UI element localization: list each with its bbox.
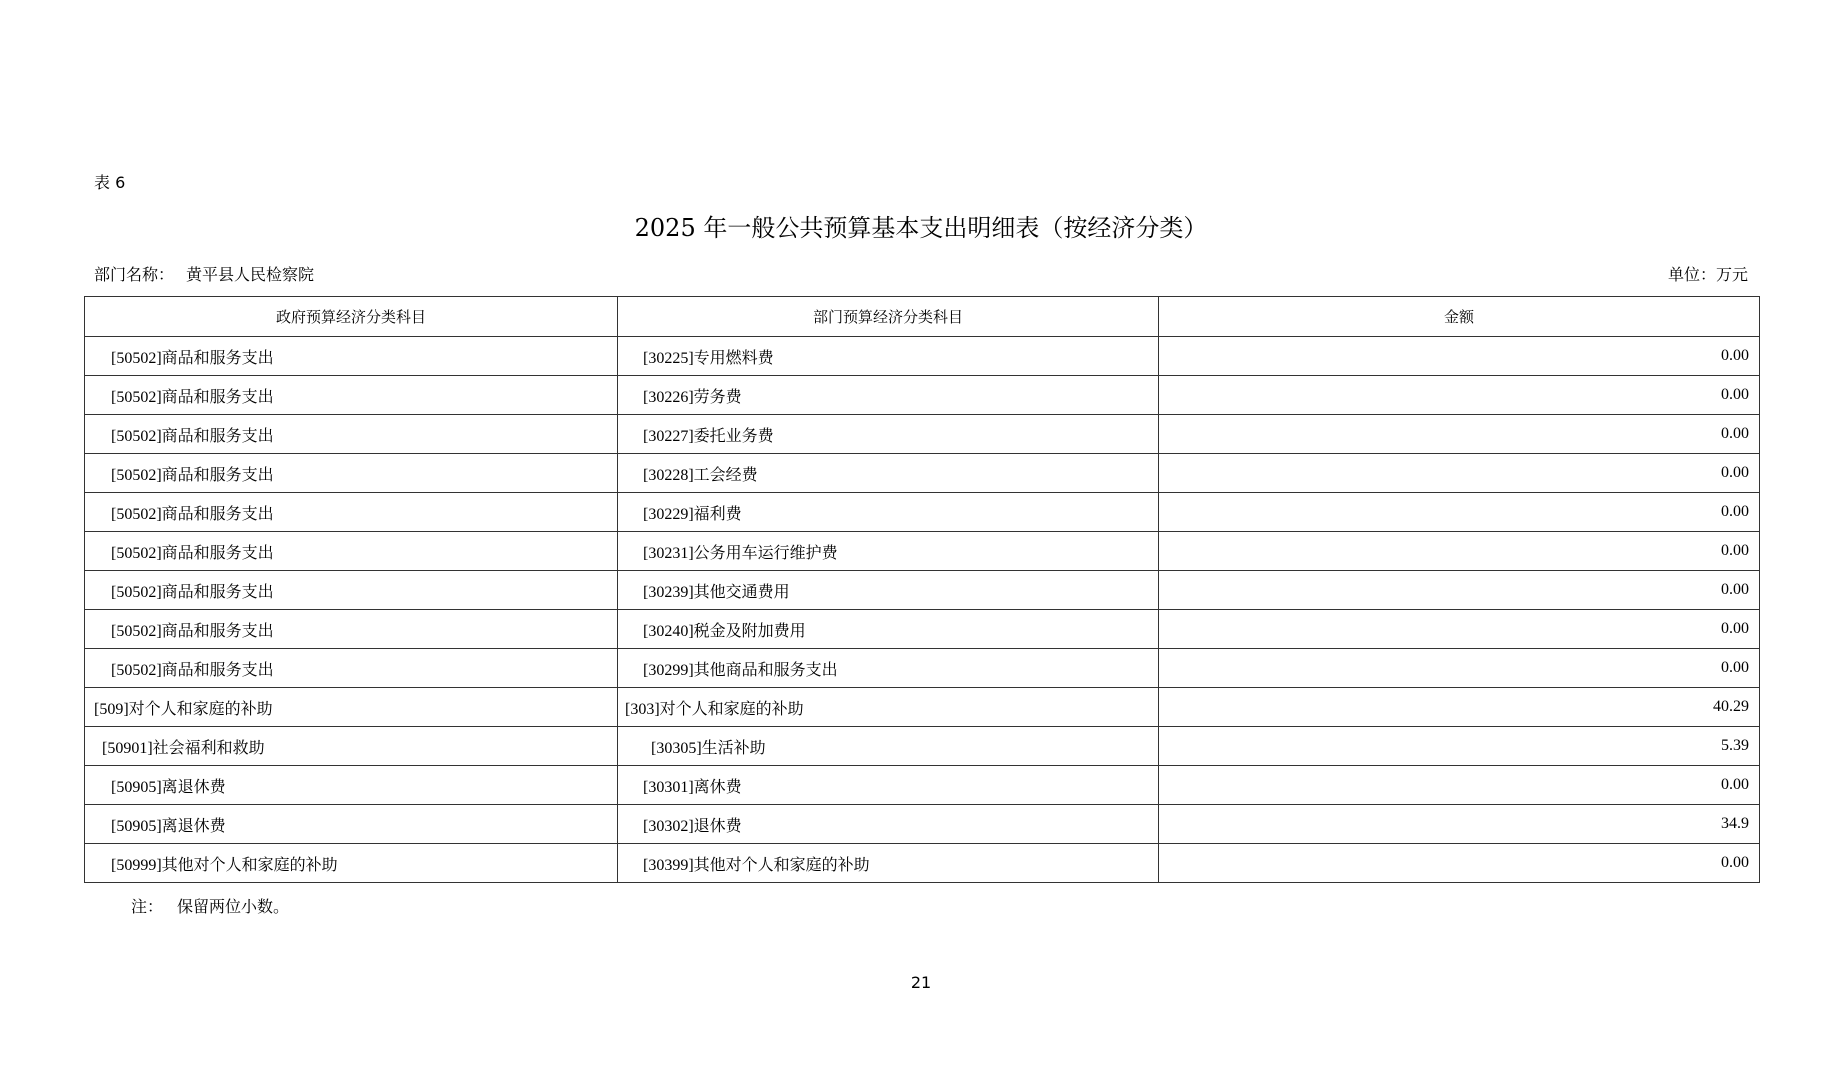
note-text: 保留两位小数。 (177, 899, 290, 916)
dept-category-cell: [30301]离休费 (618, 766, 1159, 805)
gov-category-cell: [509]对个人和家庭的补助 (85, 688, 618, 727)
document-title: 2025 年一般公共预算基本支出明细表（按经济分类） (634, 214, 1208, 242)
gov-category-cell: [50999]其他对个人和家庭的补助 (85, 844, 618, 883)
table-row (85, 727, 1760, 766)
page-number: 21 (910, 973, 932, 992)
dept-category-cell: [30240]税金及附加费用 (618, 610, 1159, 649)
table-row (85, 454, 1760, 493)
dept-category-cell: [30226]劳务费 (618, 376, 1159, 415)
gov-category-cell: [50502]商品和服务支出 (85, 610, 618, 649)
amount-cell: 0.00 (1159, 376, 1760, 415)
dept-category-cell: [30299]其他商品和服务支出 (618, 649, 1159, 688)
department-label: 部门名称： (94, 267, 175, 284)
table-row (85, 493, 1760, 532)
dept-category-cell: [30399]其他对个人和家庭的补助 (618, 844, 1159, 883)
amount-cell: 0.00 (1159, 610, 1760, 649)
amount-cell: 40.29 (1159, 688, 1760, 727)
amount-cell: 0.00 (1159, 571, 1760, 610)
header-gov-category: 政府预算经济分类科目 (85, 297, 618, 337)
amount-cell: 0.00 (1159, 493, 1760, 532)
gov-category-cell: [50905]离退休费 (85, 805, 618, 844)
table-row (85, 415, 1760, 454)
dept-category-cell: [303]对个人和家庭的补助 (618, 688, 1159, 727)
dept-category-cell: [30229]福利费 (618, 493, 1159, 532)
dept-category-cell: [30305]生活补助 (618, 727, 1159, 766)
department-name: 黄平县人民检察院 (186, 267, 315, 284)
table-row (85, 766, 1760, 805)
amount-cell: 0.00 (1159, 766, 1760, 805)
gov-category-cell: [50502]商品和服务支出 (85, 493, 618, 532)
table-row (85, 337, 1760, 376)
amount-cell: 0.00 (1159, 844, 1760, 883)
table-row (85, 376, 1760, 415)
dept-category-cell: [30231]公务用车运行维护费 (618, 532, 1159, 571)
budget-table (84, 296, 1760, 883)
table-row (85, 688, 1760, 727)
table-row (85, 844, 1760, 883)
table-row (85, 532, 1760, 571)
dept-category-cell: [30228]工会经费 (618, 454, 1159, 493)
meta-row (94, 265, 1748, 287)
table-header-row (85, 297, 1760, 337)
gov-category-cell: [50901]社会福利和救助 (85, 727, 618, 766)
table-label: 表 6 (94, 173, 126, 192)
header-amount: 金额 (1159, 297, 1760, 337)
gov-category-cell: [50502]商品和服务支出 (85, 649, 618, 688)
gov-category-cell: [50502]商品和服务支出 (85, 415, 618, 454)
dept-category-cell: [30225]专用燃料费 (618, 337, 1159, 376)
header-dept-category: 部门预算经济分类科目 (618, 297, 1159, 337)
dept-category-cell: [30239]其他交通费用 (618, 571, 1159, 610)
amount-cell: 0.00 (1159, 415, 1760, 454)
amount-cell: 34.9 (1159, 805, 1760, 844)
gov-category-cell: [50502]商品和服务支出 (85, 532, 618, 571)
department-info (94, 265, 314, 287)
amount-cell: 0.00 (1159, 454, 1760, 493)
table-row (85, 805, 1760, 844)
table-row (85, 649, 1760, 688)
amount-cell: 5.39 (1159, 727, 1760, 766)
amount-cell: 0.00 (1159, 532, 1760, 571)
amount-cell: 0.00 (1159, 337, 1760, 376)
gov-category-cell: [50502]商品和服务支出 (85, 454, 618, 493)
unit-label: 单位：万元 (1667, 267, 1748, 284)
footnote (131, 897, 289, 919)
gov-category-cell: [50502]商品和服务支出 (85, 337, 618, 376)
gov-category-cell: [50502]商品和服务支出 (85, 571, 618, 610)
table-row (85, 571, 1760, 610)
dept-category-cell: [30227]委托业务费 (618, 415, 1159, 454)
note-label: 注： (131, 899, 164, 916)
amount-cell: 0.00 (1159, 649, 1760, 688)
gov-category-cell: [50502]商品和服务支出 (85, 376, 618, 415)
table-row (85, 610, 1760, 649)
dept-category-cell: [30302]退休费 (618, 805, 1159, 844)
gov-category-cell: [50905]离退休费 (85, 766, 618, 805)
